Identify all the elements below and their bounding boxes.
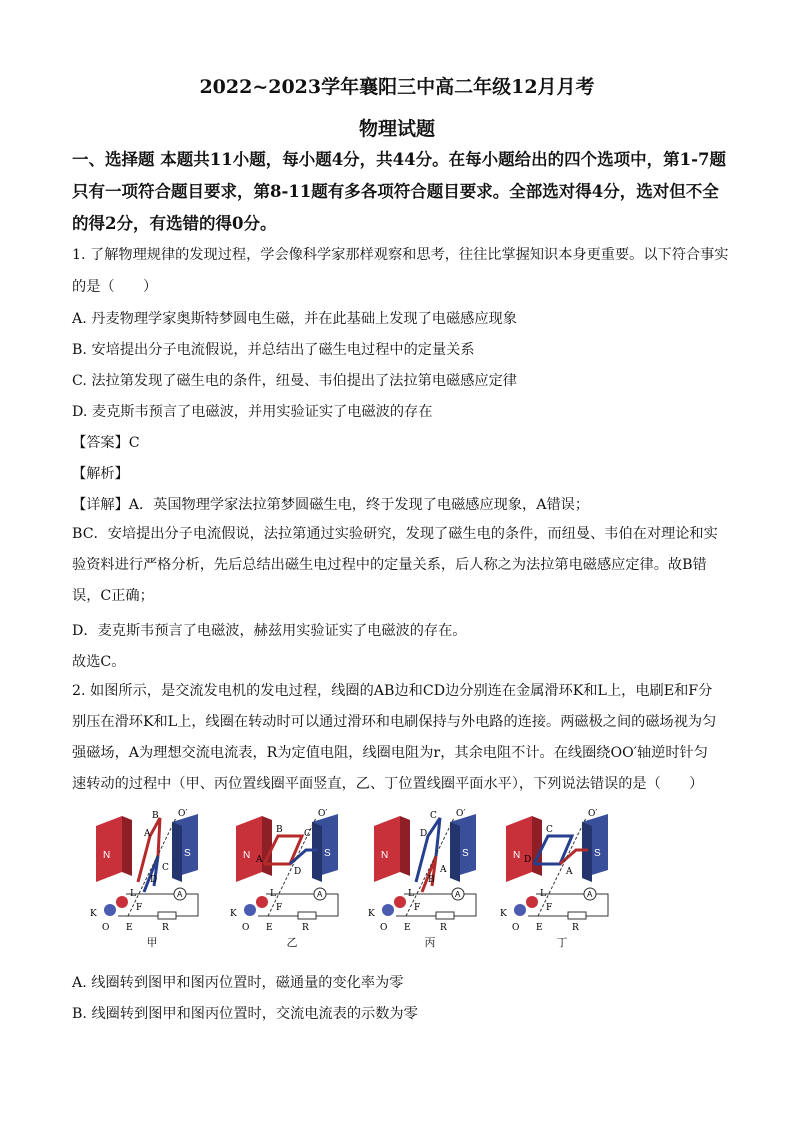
q2-stem: 2. 如图所示，是交流发电机的发电过程，线圈的AB边和CD边分别连在金属滑环K和L上，电刷E和F分别压在滑环K和L上，线圈在转动时可以通过滑环和电刷保持与外电路的连接。两磁极之间的磁场视为匀强磁场，A为理想交流电流表，R为定值电阻，线圈电阻为r，其余电阻不计。在线圈绕OO′轴逆时针匀速转动的过程中（甲、丙位置线圈平面竖直，乙、丁位置线圈平面水平），下列说法错误的是（ ） xyxy=(72,683,717,792)
svg-text:O′: O′ xyxy=(318,809,328,819)
q1-detail-a: 【详解】A．英国物理学家法拉第梦圆磁生电，终于发现了电磁感应现象，A错误； xyxy=(72,497,590,513)
svg-text:N: N xyxy=(243,850,251,861)
svg-text:E: E xyxy=(404,923,411,933)
q1-option-c: C. 法拉第发现了磁生电的条件，纽曼、韦伯提出了法拉第电磁感应定律 xyxy=(72,373,517,389)
svg-text:F: F xyxy=(546,903,553,913)
svg-text:E: E xyxy=(536,923,543,933)
svg-text:A: A xyxy=(256,855,263,865)
q2-option-b: B. 线圈转到图甲和图丙位置时，交流电流表的示数为零 xyxy=(72,1006,418,1022)
coil-b-label: B xyxy=(152,811,159,821)
generator-figure xyxy=(88,806,628,952)
svg-text:A: A xyxy=(455,890,461,899)
axis-o2-label: O′ xyxy=(178,809,188,819)
svg-text:N: N xyxy=(513,850,521,861)
north-pole-label: N xyxy=(103,850,111,861)
resistor-label: R xyxy=(162,923,169,933)
svg-text:F: F xyxy=(414,903,421,913)
svg-text:A: A xyxy=(317,890,323,899)
svg-text:F: F xyxy=(276,903,283,913)
ring-l-label: L xyxy=(130,889,136,899)
caption-jia: 甲 xyxy=(146,936,158,949)
generator-panel-ding xyxy=(498,806,626,952)
q1-conclusion: 故选C。 xyxy=(72,654,126,670)
caption-ding: 丁 xyxy=(556,936,568,949)
generator-diagram-ding xyxy=(498,806,626,934)
svg-text:O′: O′ xyxy=(588,809,598,819)
svg-text:D: D xyxy=(420,829,428,839)
svg-text:A: A xyxy=(587,890,593,899)
section-instructions: 一、选择题 本题共11小题，每小题4分，共44分。在每小题给出的四个选项中，第1-7题只有一项符合题目要求，第8-11题有多各项符合题目要求。全部选对得4分，选对但不全的得2分，有选错的得0分。 xyxy=(72,150,726,233)
generator-diagram-yi xyxy=(228,806,356,934)
svg-text:K: K xyxy=(230,909,237,919)
svg-text:R: R xyxy=(572,923,579,933)
generator-panel-bing xyxy=(366,806,494,952)
ring-k-label: K xyxy=(90,909,97,919)
q1-option-a: A. 丹麦物理学家奥斯特梦圆电生磁，并在此基础上发现了电磁感应现象 xyxy=(72,311,517,327)
svg-text:O: O xyxy=(242,923,250,933)
svg-text:O: O xyxy=(380,923,388,933)
svg-text:C: C xyxy=(546,825,553,835)
q2-option-a: A. 线圈转到图甲和图丙位置时，磁通量的变化率为零 xyxy=(72,975,404,991)
svg-text:B: B xyxy=(276,825,283,835)
axis-o-label: O xyxy=(102,923,110,933)
ammeter-label: A xyxy=(177,890,183,899)
svg-text:L: L xyxy=(270,889,276,899)
svg-text:A: A xyxy=(566,867,573,877)
brush-e-label: E xyxy=(126,923,133,933)
svg-text:D: D xyxy=(524,855,532,865)
brush-f-label: F xyxy=(136,903,143,913)
svg-text:C: C xyxy=(304,829,311,839)
svg-text:A: A xyxy=(440,865,447,875)
coil-c-label: C xyxy=(162,863,169,873)
generator-panel-yi xyxy=(228,806,356,952)
generator-diagram-jia xyxy=(88,806,216,934)
exam-subtitle: 物理试题 xyxy=(358,118,435,140)
svg-text:E: E xyxy=(266,923,273,933)
svg-text:K: K xyxy=(368,909,375,919)
svg-text:S: S xyxy=(324,848,331,859)
svg-text:O: O xyxy=(512,923,520,933)
q1-option-d: D. 麦克斯韦预言了电磁波，并用实验证实了电磁波的存在 xyxy=(72,404,433,420)
q1-answer: 【答案】C xyxy=(72,435,140,451)
svg-text:B: B xyxy=(428,875,435,885)
caption-bing: 丙 xyxy=(424,936,436,949)
svg-text:D: D xyxy=(294,867,302,877)
svg-text:R: R xyxy=(302,923,309,933)
coil-d-label: D xyxy=(150,875,158,885)
caption-yi: 乙 xyxy=(286,936,298,949)
q1-detail-bc: BC．安培提出分子电流假说，法拉第通过实验研究，发现了磁生电的条件，而纽曼、韦伯在对理论和实验资料进行严格分析，先后总结出磁生电过程中的定量关系，后人称之为法拉第电磁感应定律。故B错误，C正确； xyxy=(72,526,718,604)
svg-text:C: C xyxy=(430,811,437,821)
svg-text:S: S xyxy=(462,848,469,859)
svg-text:N: N xyxy=(381,850,389,861)
svg-text:O′: O′ xyxy=(456,809,466,819)
south-pole-label: S xyxy=(184,848,191,859)
q1-analysis-heading: 【解析】 xyxy=(72,466,129,482)
svg-text:L: L xyxy=(540,889,546,899)
svg-text:K: K xyxy=(500,909,507,919)
coil-a-label: A xyxy=(144,829,151,839)
q1-stem-line2: 的是（ ） xyxy=(72,279,158,295)
exam-title: 2022~2023学年襄阳三中高二年级12月月考 xyxy=(199,76,595,98)
q1-option-b: B. 安培提出分子电流假说，并总结出了磁生电过程中的定量关系 xyxy=(72,342,475,358)
q1-stem-line1: 1. 了解物理规律的发现过程，学会像科学家那样观察和思考，往往比掌握知识本身更重要。以下符合事实 xyxy=(72,247,729,263)
svg-text:L: L xyxy=(408,889,414,899)
generator-panel-jia xyxy=(88,806,216,952)
svg-text:R: R xyxy=(440,923,447,933)
generator-diagram-bing xyxy=(366,806,494,934)
q1-detail-d: D．麦克斯韦预言了电磁波，赫兹用实验证实了电磁波的存在。 xyxy=(72,623,467,639)
svg-text:S: S xyxy=(594,848,601,859)
